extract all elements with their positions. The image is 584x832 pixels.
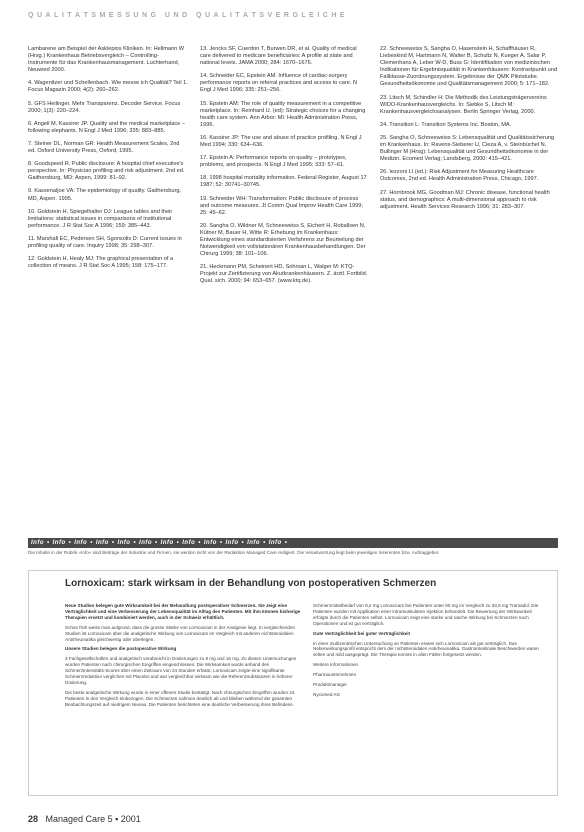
info-separator: • xyxy=(47,540,50,546)
reference-item: 19. Schneider WH: Transformation: Public disclosure of process and outcome measures. Jt Comm Qual Improv Health Care 1999; 25: 45–62. xyxy=(200,195,363,216)
info-separator: • xyxy=(284,540,288,546)
info-label: Info xyxy=(160,540,174,546)
advertorial-box xyxy=(28,570,558,796)
reference-item: 9. Kassenaljoe VA: The epidemiology of quality. Gaithersburg, MD, Aspen. 1995. xyxy=(28,188,181,202)
info-label: Info xyxy=(182,540,196,546)
reference-item: 8. Goodspeed R. Public disclosure: A hospital chief executive's perspective. In: Physician profiling and risk adjustment. 2nd ed. Gaithersburg, MD: Aspen, 1999: 81–92. xyxy=(28,161,185,182)
advertorial-paragraph: Unsere Studien belegen die postoperative Wirkung xyxy=(65,646,177,652)
reference-item: 20. Sangha O, Wildner M, Schneeweiss S, Eichert H, Roballsen N, Kütner M, Bauer H, Witte R: Erhebung im Krankenhaus: Entwicklung eines standardisierten Verfahrens zur Beurteilung der Notwendigkeit von vollstationären Krankenhausbehandlungen. Der Chirurg 1999; 38: 101–106. xyxy=(200,222,366,258)
advertorial-column-right xyxy=(313,603,545,712)
info-disclaimer: Die Inhalte in der Rubrik «Info» sind Beiträge der Industrie und Firmen, sie werden nicht von der Redaktion Managed Care redigiert. Die Verantwortung liegt beim jeweiligen Inserenten bzw. Auftraggeber. xyxy=(28,550,440,555)
advertorial-columns xyxy=(65,603,545,712)
advertorial-paragraph: Schmerzmittelbedarf von 8,2 mg Lornoxicam bei Patienten unter 80 mg im Vergleich zu 33,5 mg Tramadol. Die Patienten wurden mit Applikation einer intramuskulären Injektion behandelt. Die Bewertung der Wirksamkeit erfolgte durch die Patienten selbst. Lornoxicam zeigt eine starke und rasche Wirkung bei Schmerzen nach Operationen und ist gut verträglich. xyxy=(313,603,539,626)
references-columns xyxy=(28,46,558,504)
info-separator: • xyxy=(198,540,201,546)
advertorial-paragraph: Produktmanager xyxy=(313,682,347,688)
reference-item: 5. GFS Heilinger. Mehr Transparenz. Decoder Service. Focus 2000; 1(3): 220–224. xyxy=(28,100,181,114)
info-label: Info xyxy=(247,540,261,546)
reference-item: 22. Schneeweiss S, Sangha O, Hasenstein H, Schaffhäuser R, Liebeskind M, Hartmann N, Walter B, Schultz N, Kueger A, Salar P, Clemenhans A, Leber W-D, Buss G: Identifikation von medizinischen Indikationen für Ergebnisqualität in Krankenhäusern: Kontrastpunkt und Fallklasse-Zuordnungssystem. Ergebnisse der QMK Pilotstudie. Gesundheitsökonomie und Qualitätsmanagement 2000; 5: 171–182. xyxy=(380,46,557,88)
reference-item: 26. Iezzoni LI (ed.): Risk Adjustment for Measuring Healthcare Outcomes, 2nd ed. Health Administration Press, Chicago, 1997. xyxy=(380,169,539,183)
info-separator: • xyxy=(241,540,245,546)
references-column-2 xyxy=(200,46,368,504)
info-separator: • xyxy=(68,540,72,546)
info-separator: • xyxy=(263,540,266,546)
info-label: Info xyxy=(203,540,217,546)
reference-item: 27. Hornbrook MG, Goodman MJ: Chronic disease, functional health status, and demographics: A multi-dimensional approach to risk adjustment. Health Services Research 1996; 31: 283–307. xyxy=(380,189,550,210)
info-separator: • xyxy=(90,540,93,546)
page-number: 28 xyxy=(28,814,39,824)
reference-item: 16. Kassirer JP: The use and abuse of practice profiling. N Engl J Med 1994; 330: 634–636. xyxy=(200,134,362,149)
advertorial-paragraph: Gute Verträglichkeit bei guter Verträglichkeit xyxy=(313,630,411,636)
info-label: Info xyxy=(52,540,66,546)
reference-item: 21. Heckmann PM, Scheinert HD, Sohrsan L, Walger M: KTQ-Projekt zur Zertifizierung von Akutkrankenhäusern. Z. ärztl. Fortbild. Qual. sich. 2000; 94: 653–657. (www.ktq.de). xyxy=(200,264,368,285)
advertorial-header xyxy=(29,571,557,595)
reference-item: 25. Sangha O, Schneeweiss S: Lebensqualität und Qualitätssicherung im Krankenhaus. In: Ravens-Sieberer U, Cieza A, v. Steinbüchel N, Bullinger M (Hrsg): Lebensqualität und Gesundheitsökonomie in der Medizin. Ecomed Verlag; Landsberg, 2000: 415–421. xyxy=(380,134,555,163)
advertorial-paragraph: In einer multizentrischen Untersuchung an Patienten erwies sich Lornoxicam als gut verträglich. Das Nebenwirkungsprofil entspricht dem der nichtsteroidalen Antirheumatika. Gastrointestinale Beschwerden waren selten und mild ausgeprägt. Die Therapie konnte in allen Fällen fortgesetzt werden. xyxy=(313,640,539,658)
reference-item: 10. Goldstein H, Spiegelhalter DJ: League tables and their limitations: statistical issues in comparisons of institutional performance. J R Stat Soc A 1996; 159: 385–443. xyxy=(28,208,173,229)
reference-item: 6. Angell M, Kassirer JP. Quality and the medical marketplace – following elephants. N Engl J Med 1996; 335: 883–885. xyxy=(28,120,185,134)
references-column-3 xyxy=(380,46,558,504)
reference-item: 11. Marshall EC, Pedersen SH, Sgonsolis D: Current issues in profiling quality of care. Inquiry 1998; 35: 298–307. xyxy=(28,235,182,249)
info-label: Info xyxy=(117,540,131,546)
reference-item: 24. Transition L: Transition Systems Inc. Boston, MA. xyxy=(380,121,512,128)
advertorial-paragraph: Neue Studien belegen gute Wirksamkeit bei der Behandlung postoperativer Schmerzen. Sie zeigt eine Verträglichkeit und eine Verbesserung der Lebensqualität im Alltag des Patienten. Mit ihm können bisherige Therapien ersetzt und kombiniert werden, auch in der Schweiz erhältlich. xyxy=(65,603,301,620)
info-label: Info xyxy=(139,540,153,546)
reference-item: 14. Schneider EC, Epstein AM. Influence of cardiac-surgery performance reports on referral practices and access to care. N Engl J Med 1996; 335: 251–256. xyxy=(200,73,358,94)
advertorial-column-left xyxy=(65,603,303,712)
magazine-name: Managed Care xyxy=(45,814,106,824)
reference-item: Lambarene am Beispiel der Asklepios Kliniken. In: Hellmann W (Hrsg.) Krankenhaus Betriebsvergleich – Controlling-Instrumente für das Krankenhausmanagement. Luchterhand, Neuwied 2000. xyxy=(28,46,185,74)
advertorial-paragraph: Schon früh weiss man aufgrund, dass die grosse Stärke von Lornoxicam in der Analgesie liegt. In vergleichenden Studien ist Lornoxicam über die analgetische Wirkung von Lornoxicam im Vergleich mit anderen nichtsteroidalen Antirheumatika gleichwertig oder überlegen. xyxy=(65,624,296,642)
info-bar xyxy=(28,538,558,548)
info-separator: • xyxy=(176,540,180,546)
info-separator: • xyxy=(219,540,223,546)
info-separator: • xyxy=(155,540,158,546)
info-separator: • xyxy=(111,540,115,546)
advertorial-paragraph: Nycomed AG xyxy=(313,691,341,697)
info-label: Info xyxy=(268,540,282,546)
reference-item: 13. Jencks SF, Cuerdon T, Burwen DR, et al. Quality of medical care delivered to medicare beneficiaries: A profile at state and national levels. JAMA 2000; 284: 1670–1676. xyxy=(200,46,357,67)
info-separator: • xyxy=(133,540,137,546)
reference-item: 18. 1998 hospital mortality information. Federal Register, August 17 1987; 52: 30741–30745. xyxy=(200,175,367,189)
reference-item: 4. Wagenitzer und Schellenbach. Wie messe ich Qualität? Teil 1. Focus Magazin 2000; 4(2): 260–262. xyxy=(28,80,188,94)
info-label: Info xyxy=(225,540,239,546)
info-label: Info xyxy=(31,540,44,546)
advertorial-paragraph: 3 Fachgesellschaften und analgetisch verabreicht in Dosierungen zu 8 mg und 16 mg. Zu diesen Untersuchungen wurden Patienten nach chirurgischen Eingriffen eingeschlossen. Die Wirksamkeit wurde anhand des Schmerzintensitäts-Scores über einen Zeitraum von 24 Stunden erfasst. Lornoxicam zeigte eine signifikante Schmerzreduktion verglichen mit Placebo und war vergleichbar wirksam wie die Referenzsubstanzen in höherer Dosierung. xyxy=(65,656,297,685)
page-footer xyxy=(28,814,141,824)
running-head: QUALITÄTSMESSUNG UND QUALITÄTSVERGLEICHE xyxy=(28,12,349,19)
advertorial-paragraph: Weitere Informationen xyxy=(313,662,359,668)
reference-item: 12. Goldstein H, Healy MJ: The graphical presentation of a collection of means. J R Stat Soc A 1995; 158: 175–177. xyxy=(28,256,174,270)
reference-item: 15. Epstein AM: The role of quality measurement in a competitive marketplace. In: Reinhard U. (ed): Strategic choices for a changing health care system. Ann Arbor: MI: Health Administration Press, 1996. xyxy=(200,100,366,128)
references-column-1 xyxy=(28,46,188,504)
issue-number: 5 ▪ 2001 xyxy=(107,814,141,824)
reference-item: 7. Steiner DL, Norman GR: Health Measurement Scales, 2nd ed. Oxford University Press, Oxford, 1995. xyxy=(28,140,180,155)
advertorial-paragraph: Die beste analgetische Wirkung wurde in einer offenen Studie bestätigt. Nach chirurgischen Eingriffen wurden 24 Patienten in den Vergleich einbezogen. Die Schmerzen nahmen deutlich ab und blieben während der gesamten Beobachtungszeit auf niedrigem Niveau. Die Patienten berichteten eine deutliche Verbesserung ihres Befindens. xyxy=(65,689,295,707)
advertorial-paragraph: Pharmaunternehmen xyxy=(313,672,357,678)
reference-item: 23. Litsch M, Schindler H: Die Methodik des Leistungsträgervereins WIDO-Krankenhausvergleichs. In: Siebke S, Litsch M: Krankenhausvergleichsanalysen. Berlin Springer Verlag, 2000. xyxy=(380,94,547,115)
reference-item: 17. Epstein A: Performance reports on quality – prototypes, problems, and prospects. N Engl J Med 1995; 333: 57–61. xyxy=(200,155,347,169)
advertorial-title: Lornoxicam: stark wirksam in der Behandlung von postoperativen Schmerzen xyxy=(65,578,437,589)
info-label: Info xyxy=(74,540,88,546)
info-label: Info xyxy=(95,540,109,546)
